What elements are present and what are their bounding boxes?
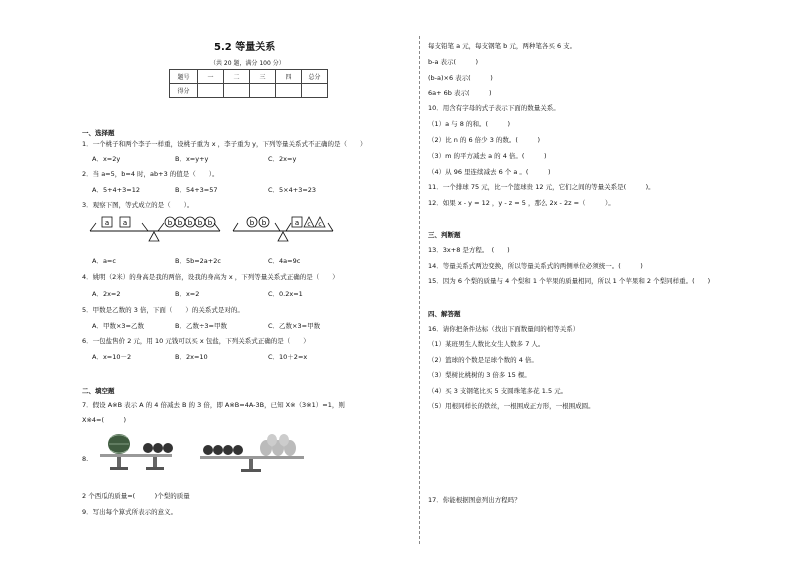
pear-icon (267, 434, 277, 446)
q1-option-c: C．2x=y (268, 155, 297, 163)
question-12: 12．如果 x - y = 12 ，y - z = 5 ，那么 2x - 2z =（ ）。 (428, 199, 615, 207)
q9-intro: 每支铅笔 a 元，每支钢笔 b 元，两种笔各买 6 支。 (428, 42, 577, 50)
fruit-balance-figures (96, 430, 308, 478)
score-input-cell[interactable] (250, 84, 276, 98)
q16-item: （4）买 3 支钢笔比买 5 支圆珠笔多花 1.5 元。 (428, 387, 568, 395)
q16-item: （3）梨树比桃树的 3 倍多 15 棵。 (428, 371, 531, 379)
q5-option-a: A．甲数×3=乙数 (92, 322, 144, 330)
section-heading-solve: 四、解答题 (428, 310, 461, 318)
b-label: b (207, 219, 213, 227)
apple-icon (233, 445, 243, 455)
section-heading-choice: 一、选择题 (82, 129, 115, 137)
section-heading-fill: 二、填空题 (82, 387, 115, 395)
q3-option-a: A．a=c (92, 257, 116, 265)
question-13: 13．3x+8 是方程。 ( ) (428, 246, 510, 254)
question-8: 2 个西瓜的质量=( )个梨的质量 (82, 492, 190, 500)
apple-icon (143, 443, 153, 453)
question-11: 11．一个排球 75 元，比一个篮球贵 12 元，它们之间的等量关系是( )。 (428, 183, 655, 191)
q9-item: b-a 表示( ) (428, 58, 479, 66)
b-label: b (249, 219, 255, 227)
question-4: 4．姚明（2米）的身高是我的两倍，设我的身高为 x ，下列等量关系式正确的是（ ） (82, 273, 339, 281)
b-label: b (177, 219, 183, 227)
question-1: 1．一个桃子和两个李子一样重，设桃子重为 x ，李子重为 y，下列等量关系式不正确的是（ ） (82, 140, 367, 148)
score-table-header-row (170, 70, 328, 84)
apple-icon (213, 445, 223, 455)
score-input-cell[interactable] (302, 84, 328, 98)
score-header-cell: 总分 (302, 70, 328, 84)
q6-option-b: B．2x=10 (175, 353, 208, 361)
q9-item: 6a+ 6b 表示( ) (428, 89, 492, 97)
question-8-number: 8. (82, 455, 89, 463)
q2-option-c: C．5×4+3=23 (268, 186, 317, 194)
score-header-cell: 三 (250, 70, 276, 84)
question-16: 16．请你把条件达标（找出下面数量间的相等关系） (428, 325, 580, 333)
c-label: c (307, 221, 311, 228)
q4-option-a: A．2x=2 (92, 290, 121, 298)
q16-item: （1）某班男生人数比女生人数多 7 人。 (428, 340, 545, 348)
question-14: 14．等量关系式两边变换，所以等量关系式的两侧单位必须统一。( ) (428, 262, 643, 270)
q2-option-b: B．54+3=57 (175, 186, 218, 194)
question-2: 2．当 a=5，b=4 时，ab+3 的值是（ ）。 (82, 170, 219, 178)
question-9: 9．写出每个算式所表示的意义。 (82, 508, 178, 516)
q6-option-c: C．10＋2=x (268, 353, 308, 361)
balance-figures-q3 (88, 213, 378, 247)
q3-option-b: B．5b=2a+2c (175, 257, 221, 265)
page-title: 5.2 等量关系 (214, 42, 276, 53)
q10-item: （1）a 与 8 的和。( ) (428, 120, 511, 128)
question-17: 17．你能根据图意列出方程吗？ (428, 496, 521, 504)
b-label: b (167, 219, 173, 227)
q2-option-a: A．5+4+3=12 (92, 186, 140, 194)
score-header-cell: 二 (224, 70, 250, 84)
q5-option-b: B．乙数÷3=甲数 (175, 322, 227, 330)
q16-item: （5）用根同样长的铁丝，一根围成正方形，一根围成圆。 (428, 402, 595, 410)
scale-1 (100, 434, 173, 470)
q4-option-c: C．0.2x=1 (268, 290, 303, 298)
q5-option-c: C．乙数×3=甲数 (268, 322, 321, 330)
c-label: c (318, 221, 322, 228)
q3-option-c: C．4a=9c (268, 257, 301, 265)
q1-option-b: B．x=y+y (175, 155, 209, 163)
a-label: a (104, 219, 110, 227)
score-input-cell[interactable] (198, 84, 224, 98)
question-7: 7．假设 A※B 表示 A 的 4 倍减去 B 的 3 倍，即 A※B=4A-3B，已知 X※（3※1）=1，则 (82, 401, 345, 409)
b-label: b (187, 219, 193, 227)
score-header-cell: 一 (198, 70, 224, 84)
b-label: b (197, 219, 203, 227)
b-label: b (261, 219, 267, 227)
score-input-cell[interactable] (276, 84, 302, 98)
score-table-score-row (170, 84, 328, 98)
apple-icon (223, 445, 233, 455)
q10-item: （3）m 的平方减去 a 的 4 倍。( ) (428, 152, 547, 160)
q1-option-a: A．x=2y (92, 155, 121, 163)
q4-option-b: B．x=2 (175, 290, 200, 298)
apple-icon (203, 445, 213, 455)
apple-icon (163, 443, 173, 453)
score-table (169, 69, 328, 98)
a-label: a (122, 219, 128, 227)
q16-item: （2）篮球的个数是足球个数的 4 倍。 (428, 356, 538, 364)
scale-2 (200, 434, 304, 472)
q10-item: （2）比 n 的 6 倍少 3 的数。( ) (428, 136, 540, 144)
pear-icon (279, 434, 289, 446)
score-header-cell: 四 (276, 70, 302, 84)
question-5: 5．甲数是乙数的 3 倍，下面（ ）的关系式是对的。 (82, 306, 244, 314)
score-row-label: 得分 (170, 84, 198, 98)
question-6: 6．一包盐售价 2 元，用 10 元钱可以买 x 包盐，下列关系式正确的是（ ） (82, 337, 310, 345)
question-3: 3．观察下图，等式成立的是（ ）。 (82, 201, 194, 209)
question-15: 15．因为 6 个梨的质量与 4 个梨和 1 个苹果的质量相同，所以 1 个苹果和 2 个梨同样重。( ) (428, 277, 711, 285)
question-7-answer: X※4=( ) (82, 416, 127, 424)
section-heading-judge: 三、判断题 (428, 231, 461, 239)
score-header-cell: 题号 (170, 70, 198, 84)
q10-item: （4）从 96 里连续减去 6 个 a 。( ) (428, 168, 551, 176)
column-divider (419, 36, 420, 544)
q6-option-a: A．x=10－2 (92, 353, 132, 361)
a-label: a (294, 219, 300, 227)
score-input-cell[interactable] (224, 84, 250, 98)
page-subtitle: （共 20 题，满分 100 分） (210, 60, 285, 67)
q9-item: (b-a)×6 表示( ) (428, 74, 493, 82)
question-10: 10．用含有字母的式子表示下面的数量关系。 (428, 104, 560, 112)
apple-icon (153, 443, 163, 453)
balance-1 (90, 217, 220, 241)
balance-2 (233, 217, 333, 241)
